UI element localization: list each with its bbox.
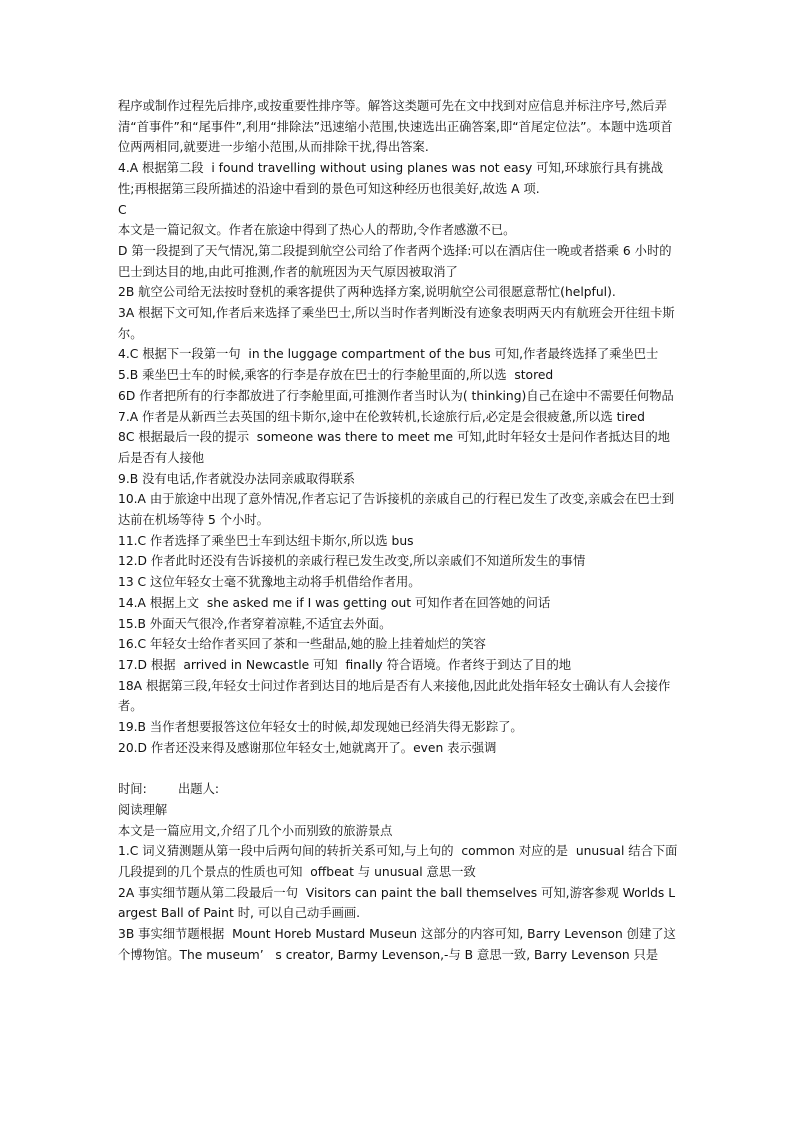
answer-explanations-section xyxy=(118,96,678,759)
explanation-paragraph: 19.B 当作者想要报答这位年轻女士的时候,却发现她已经消失得无影踪了。 xyxy=(118,720,523,735)
explanation-paragraph: 3B 事实细节题根据 Mount Horeb Mustard Museun 这部分的内容可知, Barry Levenson 创建了这个博物馆。The museum’ s creator, Barmy Levenson,-与 B 意思一致, Barry Levenson 只是 xyxy=(118,927,676,962)
explanation-paragraph: 6D 作者把所有的行李都放进了行李舱里面,可推测作者当时认为( thinking)自己在途中不需要任何物品 xyxy=(118,388,674,403)
explanation-paragraph: 17.D 根据 arrived in Newcastle 可知 finally 符合语境。作者终于到达了目的地 xyxy=(118,657,572,672)
explanation-paragraph: 9.B 没有电话,作者就没办法同亲戚取得联系 xyxy=(118,471,356,486)
explanation-paragraph: 程序或制作过程先后排序,或按重要性排序等。解答这类题可先在文中找到对应信息并标注序号,然后弄清“首事件”和“尾事件”,利用“排除法”迅速缩小范围,快速选出正确答案,即“首尾定位法”。本题中选项首位两两相同,就要进一步缩小范围,从而排除干扰,得出答案. xyxy=(118,99,673,155)
explanation-paragraph: 15.B 外面天气很冷,作者穿着凉鞋,不适宜去外面。 xyxy=(118,616,392,631)
explanation-paragraph: 3A 根据下文可知,作者后来选择了乘坐巴士,所以当时作者判断没有迹象表明两天内有航班会开往纽卡斯尔。 xyxy=(118,306,675,341)
explanation-paragraph: 8C 根据最后一段的提示 someone was there to meet me 可知,此时年轻女士是问作者抵达目的地后是否有人接他 xyxy=(118,430,670,465)
explanation-paragraph: 20.D 作者还没来得及感谢那位年轻女士,她就离开了。even 表示强调 xyxy=(118,740,497,755)
explanation-paragraph: 14.A 根据上文 she asked me if I was getting out 可知作者在回答她的问话 xyxy=(118,595,551,610)
explanation-paragraph: 7.A 作者是从新西兰去英国的纽卡斯尔,途中在伦敦转机,长途旅行后,必定是会很疲惫,所以选 tired xyxy=(118,409,645,424)
explanation-paragraph: 13 C 这位年轻女士毫不犹豫地主动将手机借给作者用。 xyxy=(118,575,421,590)
explanation-paragraph: C xyxy=(118,202,127,217)
explanation-paragraph: 4.A 根据第二段 i found travelling without using planes was not easy 可知,环球旅行具有挑战性;再根据第三段所描述的沿途中看到的景色可知这种经历也很美好,故选 A 项. xyxy=(118,161,664,196)
reading-comprehension-section xyxy=(118,779,678,965)
explanation-paragraph: 11.C 作者选择了乘坐巴士车到达纽卡斯尔,所以选 bus xyxy=(118,533,414,548)
explanation-paragraph: 1.C 词义猜测题从第一段中后两句间的转折关系可知,与上句的 common 对应的是 unusual 结合下面几段提到的几个景点的性质也可知 offbeat 与 unusual 意思一致 xyxy=(118,844,678,879)
explanation-paragraph: 时间: 出题人: xyxy=(118,782,220,797)
explanation-paragraph: 本文是一篇应用文,介绍了几个小而别致的旅游景点 xyxy=(118,823,393,838)
explanation-paragraph: 18A 根据第三段,年轻女士问过作者到达目的地后是否有人来接他,因此此处指年轻女士确认有人会接作者。 xyxy=(118,678,671,714)
explanation-paragraph: 本文是一篇记叙文。作者在旅途中得到了热心人的帮助,令作者感激不已。 xyxy=(118,223,516,238)
explanation-paragraph: 4.C 根据下一段第一句 in the luggage compartment of the bus 可知,作者最终选择了乘坐巴士 xyxy=(118,347,659,362)
section-spacer xyxy=(118,759,678,780)
explanation-paragraph: D 第一段提到了天气情况,第二段提到航空公司给了作者两个选择:可以在酒店住一晚或者搭乘 6 小时的巴士到达目的地,由此可推测,作者的航班因为天气原因被取消了 xyxy=(118,243,672,279)
explanation-paragraph: 2A 事实细节题从第二段最后一句 Visitors can paint the ball themselves 可知,游客参观 Worlds Largest Ball of Paint 时, 可以自己动手画画. xyxy=(118,885,676,921)
explanation-paragraph: 12.D 作者此时还没有告诉接机的亲戚行程已发生改变,所以亲戚们不知道所发生的事情 xyxy=(118,554,586,569)
explanation-paragraph: 阅读理解 xyxy=(118,802,168,817)
explanation-paragraph: 16.C 年轻女士给作者买回了茶和一些甜品,她的脸上挂着灿烂的笑容 xyxy=(118,637,486,652)
explanation-paragraph: 2B 航空公司给无法按时登机的乘客提供了两种选择方案,说明航空公司很愿意帮忙(helpful). xyxy=(118,285,616,300)
explanation-paragraph: 5.B 乘坐巴士车的时候,乘客的行李是存放在巴士的行李舱里面的,所以选 stored xyxy=(118,368,554,383)
document-page xyxy=(118,96,678,966)
explanation-paragraph: 10.A 由于旅途中出现了意外情况,作者忘记了告诉接机的亲戚自己的行程已发生了改变,亲戚会在巴士到达前在机场等待 5 个小时。 xyxy=(118,492,675,528)
